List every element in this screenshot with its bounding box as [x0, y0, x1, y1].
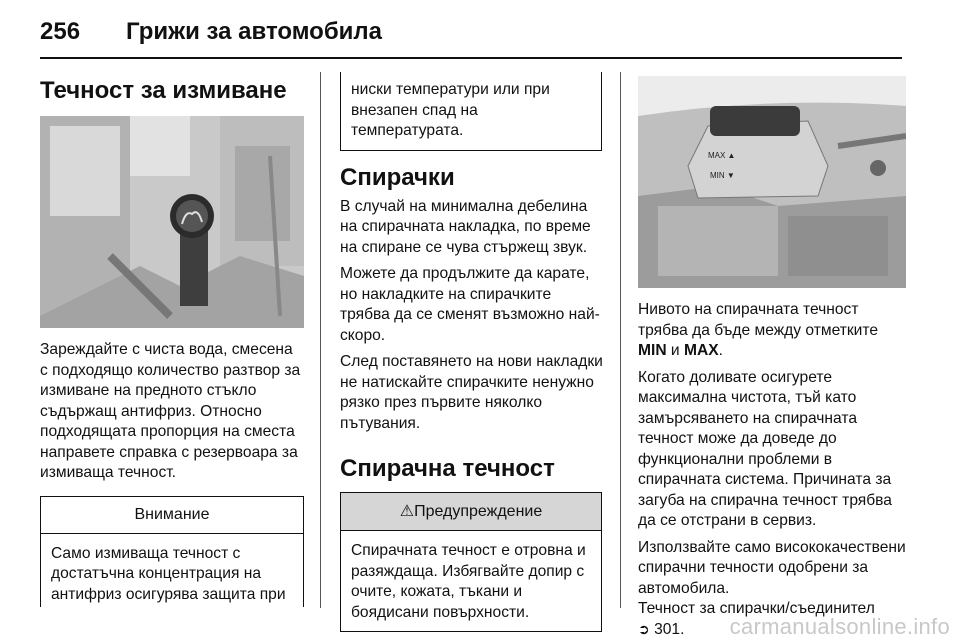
level-text-end: .: [718, 342, 723, 359]
notice-title: Внимание: [41, 497, 303, 534]
chapter-title: Грижи за автомобила: [126, 18, 383, 45]
fluid-quality-paragraph: Използвайте само висококачествени спирачни течности одобрени за автомобила.: [638, 538, 906, 597]
washer-reservoir-photo: [40, 116, 304, 328]
brakes-paragraph-2: Можете да продължите да карате, но накладките на спирачките трябва да се сменят възможно най-скоро.: [340, 265, 600, 344]
min-mark-label: MIN ▼: [710, 171, 735, 180]
column-2: [340, 72, 604, 632]
page-number: 256: [40, 18, 81, 45]
reference-title: Течност за спирачки/съединител: [638, 600, 875, 617]
header-divider: [40, 57, 902, 59]
warning-text: Спирачната течност е отровна и разяждаща. Избягвайте допир с очите, кожата, тъкани и боядисани повърхности.: [351, 542, 586, 621]
page-reference-icon: ➲: [638, 621, 650, 638]
notice-box: [40, 496, 304, 607]
section-heading-brake-fluid: Спирачна течност: [340, 455, 555, 482]
brake-fluid-reservoir-photo: [638, 76, 906, 288]
and-text: и: [666, 342, 684, 359]
topping-up-paragraph: Когато доливате осигурете максимална чистота, тъй като замърсяването на спирачната течност може да доведе до функционални проблеми в спирачната система. Причината за загуба на спирачна течност трябва да се отстрани в сервиз.: [638, 368, 892, 529]
max-mark-label: MAX ▲: [708, 151, 736, 160]
column-3: [638, 72, 906, 640]
warning-title: Предупреждение: [414, 503, 543, 520]
watermark: carmanualsonline.info: [729, 614, 950, 639]
reference-page[interactable]: 301.: [649, 620, 685, 638]
level-text-start: Нивото на спирачната течност трябва да бъде между отметките: [638, 301, 879, 339]
column-divider: [320, 72, 321, 608]
column-divider: [620, 72, 621, 608]
notice-text-continued: ниски температури или при внезапен спад на температурата.: [351, 81, 550, 139]
section-heading-washer-fluid: Течност за измиване: [40, 77, 287, 104]
brakes-paragraph-3: След поставянето на нови накладки не натискайте спирачките ненужно рязко през първите няколко пътувания.: [340, 353, 603, 432]
brake-fluid-level-paragraph: [638, 300, 906, 362]
max-mark-text: MAX: [683, 342, 719, 359]
washer-fluid-instructions: Зареждайте с чиста вода, смесена с подходящо количество разтвор за измиване на предното стъкло съдържащ антифриз. Относно подходящата пропорция на сместа направете справка с резервоара за измиваща течност.: [40, 341, 301, 481]
notice-box-continued: [340, 72, 602, 151]
warning-triangle-icon: ⚠: [399, 501, 415, 520]
section-heading-brakes: Спирачки: [340, 163, 455, 191]
brakes-paragraph-1: В случай на минимална дебелина на спирачната накладка, по време на спиране се чува стържещ звук.: [340, 197, 591, 256]
warning-header: [341, 493, 601, 531]
min-mark-text: MIN: [638, 342, 667, 359]
notice-text: Само измиваща течност с достатъчна концентрация на антифриз осигурява защита при: [51, 544, 286, 603]
page-header: [40, 16, 920, 56]
column-1: [40, 72, 304, 607]
warning-box: [340, 492, 602, 632]
